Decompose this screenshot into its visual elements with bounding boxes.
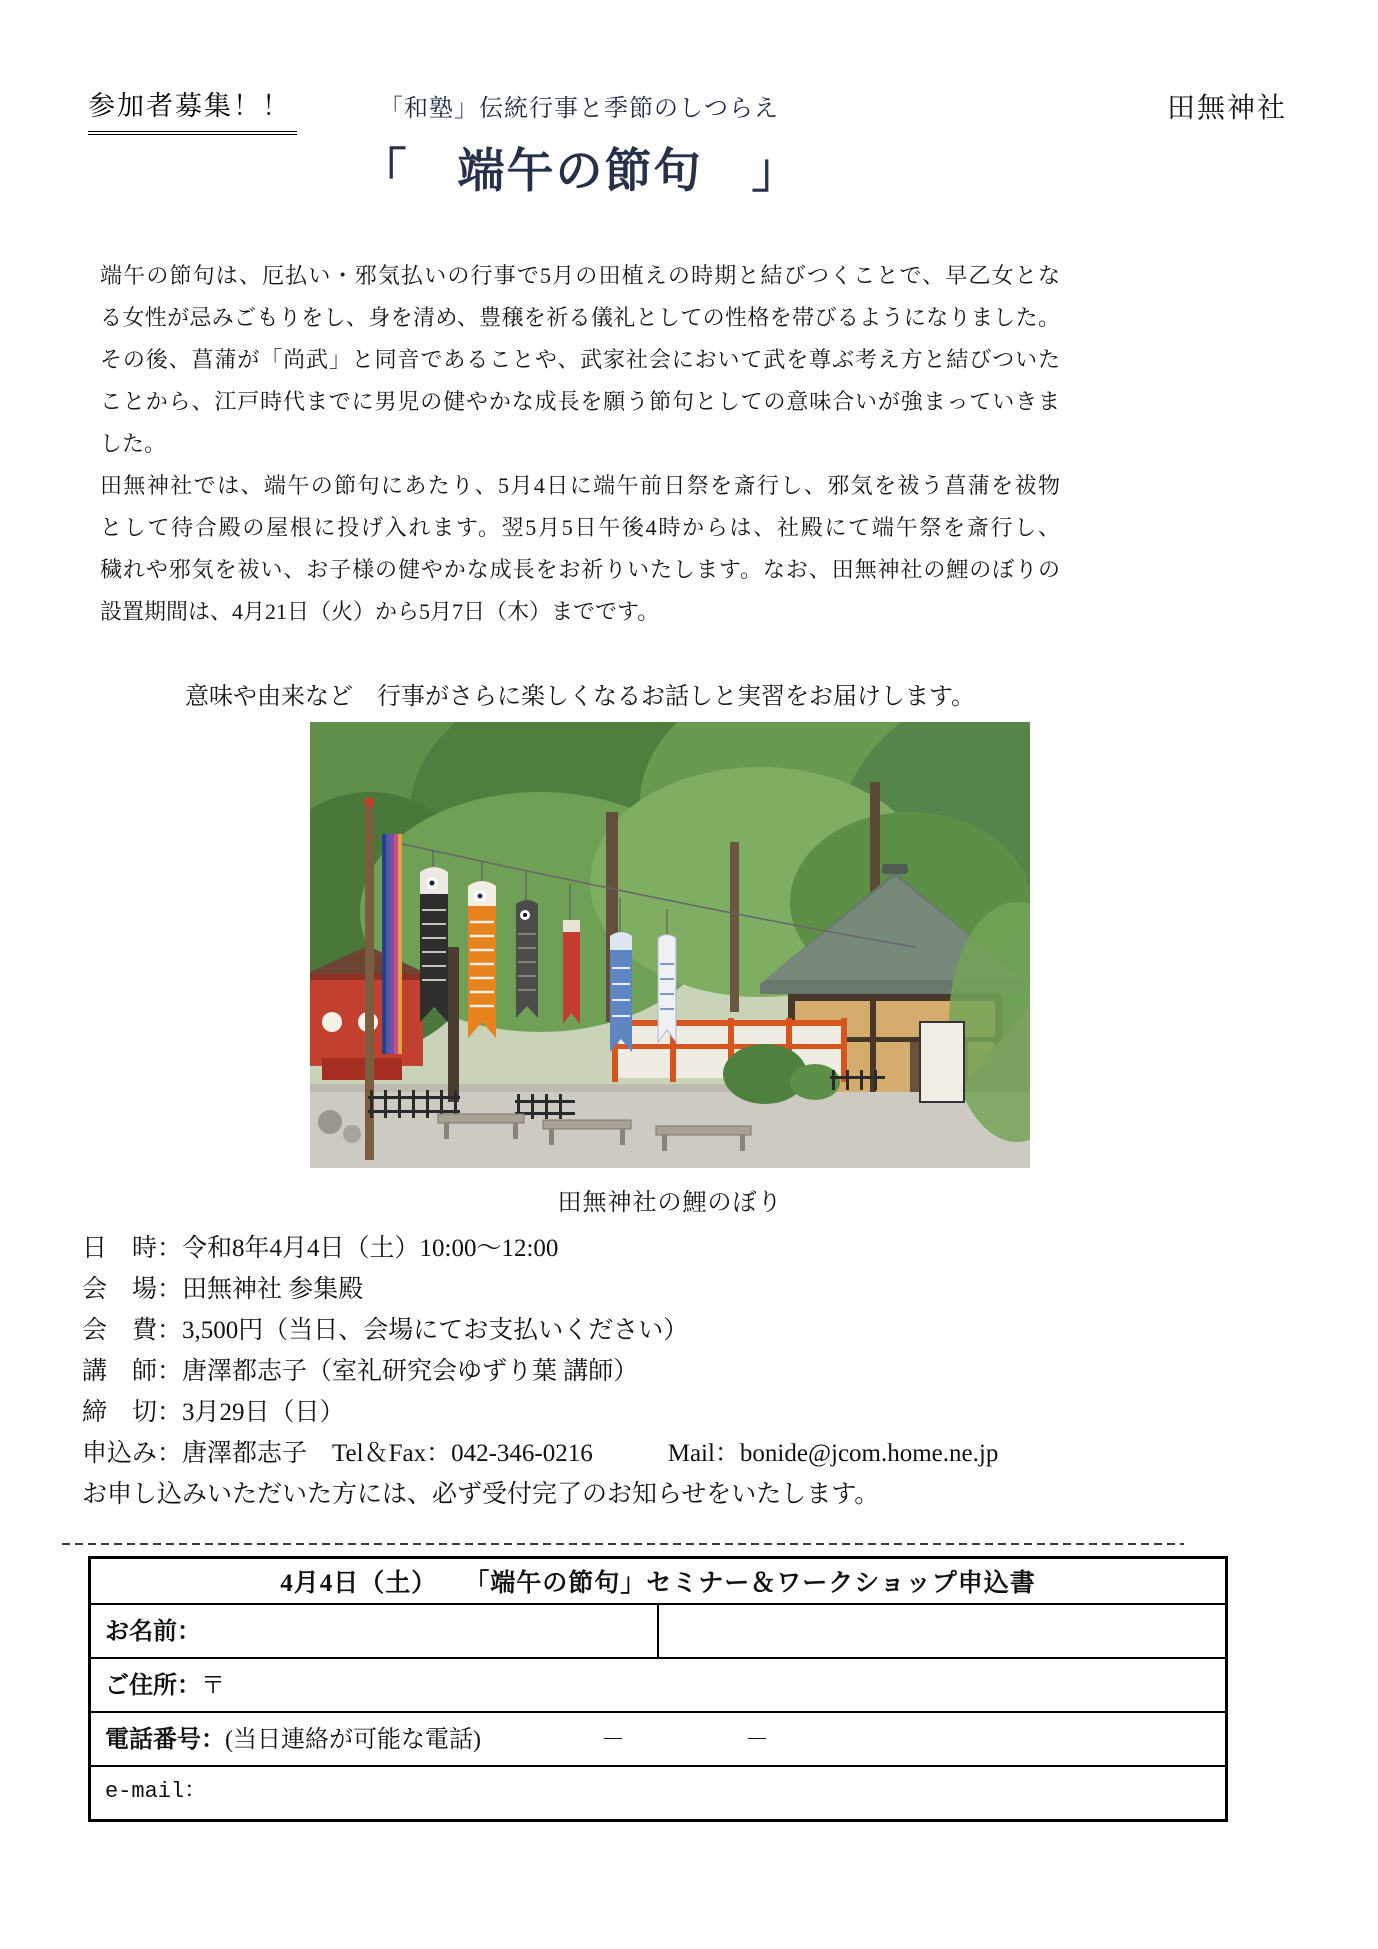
address-field [90, 1658, 1227, 1712]
intro-line: 端午の節句は、厄払い・邪気払いの行事で5月の田植えの時期と結びつくことで、早乙女とな [100, 263, 1060, 288]
wood-pillar [448, 947, 459, 1102]
series-subtitle: 「和塾」伝統行事と季節のしつらえ [379, 96, 779, 122]
intro-line: した。 [100, 431, 167, 456]
koinobori-white-carp [658, 935, 676, 1043]
koinobori-gray-carp [516, 900, 538, 1018]
phone-field [90, 1712, 1227, 1766]
intro-line: 田無神社では、端午の節句にあたり、5月4日に端午前日祭を斎行し、邪気を祓う菖蒲を祓物 [100, 473, 1060, 498]
koinobori-orange-carp [468, 881, 496, 1038]
intro-line: ことから、江戸時代までに男児の健やかな成長を願う節句としての意味合いが強まっていきま [100, 389, 1060, 414]
koinobori-red-streamer [563, 920, 580, 1024]
email-field [90, 1766, 1227, 1821]
cut-line [62, 1543, 1184, 1545]
intro-line: 設置期間は、4月21日（火）から5月7日（木）までです。 [100, 599, 660, 624]
photo-caption: 田無神社の鯉のぼり [557, 1190, 783, 1216]
detail-apply-contact: 申込み：唐澤都志子 Tel＆Fax：042-346-0216 Mail：bonide@jcom.home.ne.jp [82, 1440, 999, 1467]
form-phone-row [90, 1712, 1227, 1766]
intro-line: 穢れや邪気を祓い、お子様の健やかな成長をお祈りいたします。なお、田無神社の鯉のぼりの [100, 557, 1060, 582]
lead-line: 意味や由来など 行事がさらに楽しくなるお話しと実習をお届けします。 [184, 684, 976, 710]
name-field-extra [658, 1604, 1227, 1658]
detail-fee: 会 費：3,500円（当日、会場にてお支払いください） [82, 1317, 689, 1344]
form-title-row [90, 1558, 1227, 1605]
postal-mark: 〒 [201, 1673, 225, 1699]
detail-datetime: 日 時：令和8年4月4日（土）10:00～12:00 [82, 1235, 559, 1262]
page-title: 「 端午の節句 」 [359, 146, 801, 198]
detail-lecturer: 講 師：唐澤都志子（室礼研究会ゆずり葉 講師） [82, 1358, 639, 1385]
form-email-row [90, 1766, 1227, 1821]
application-form [88, 1556, 1228, 1822]
recruit-heading: 参加者募集！！ [88, 84, 297, 135]
intro-text [100, 255, 1060, 633]
phone-note: (当日連絡が可能な電話) [225, 1727, 481, 1753]
header-row [88, 84, 1287, 135]
shrine-name: 田無神社 [1166, 93, 1287, 124]
name-label: お名前： [105, 1619, 201, 1645]
detail-deadline: 締 切：3月29日（日） [82, 1399, 345, 1426]
address-label: ご住所： [105, 1673, 201, 1699]
intro-line: る女性が忌みごもりをし、身を清め、豊穣を祈る儀礼としての性格を帯びるようになりました。 [100, 305, 1060, 330]
form-name-row [90, 1604, 1227, 1658]
koinobori-photo [310, 722, 1030, 1168]
koinobori-black-carp [420, 867, 448, 1022]
form-title: 4月4日（土） 「端午の節句」セミナー＆ワークショップ申込書 [90, 1558, 1227, 1605]
apply-note: お申し込みいただいた方には、必ず受付完了のお知らせをいたします。 [82, 1481, 880, 1508]
intro-line: その後、菖蒲が「尚武」と同音であることや、武家社会において武を尊ぶ考え方と結びついた [100, 347, 1060, 372]
phone-dashes: － － [600, 1727, 769, 1753]
phone-label: 電話番号： [105, 1727, 225, 1753]
event-details [82, 1228, 1322, 1515]
intro-line: として待合殿の屋根に投げ入れます。翌5月5日午後4時からは、社殿にて端午祭を斎行し、 [100, 515, 1060, 540]
name-field [90, 1604, 659, 1658]
email-label: e-mail： [105, 1779, 207, 1804]
form-address-row [90, 1658, 1227, 1712]
koinobori-photo-illustration [310, 722, 1030, 1168]
koinobori-blue-carp [610, 932, 632, 1052]
detail-venue: 会 場：田無神社 参集殿 [82, 1276, 364, 1303]
